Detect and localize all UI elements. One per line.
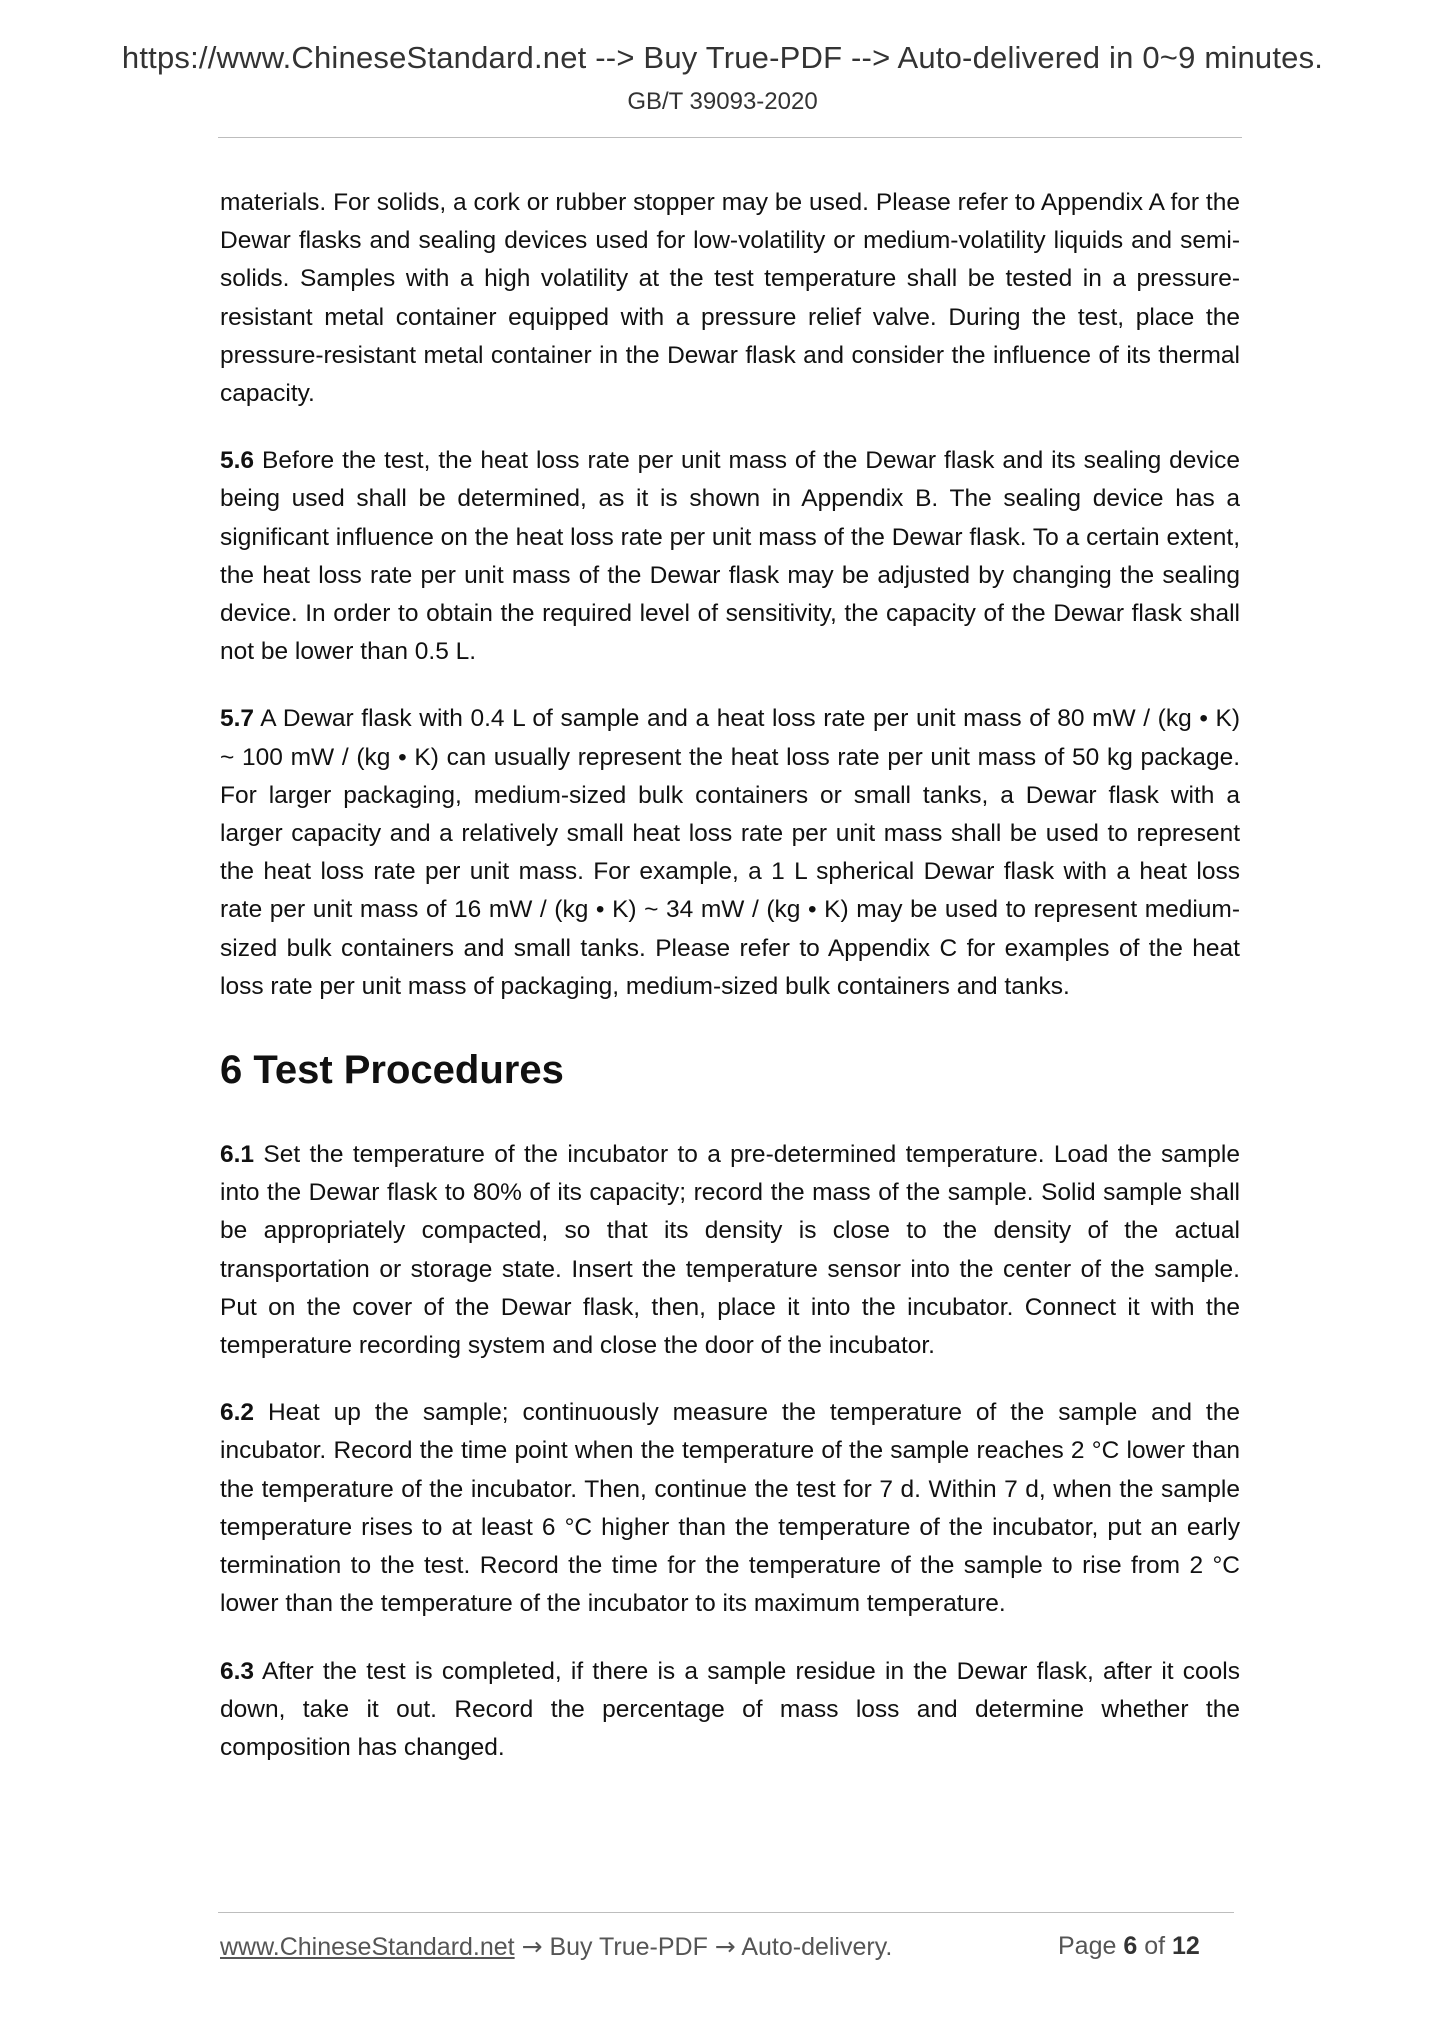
arrow-right-icon: →	[521, 1932, 543, 1961]
section-heading: 6 Test Procedures	[220, 1048, 564, 1093]
clause-6-3	[220, 1653, 1240, 1768]
arrow-right-icon: →	[714, 1932, 736, 1961]
footer-divider	[218, 1912, 1234, 1913]
clause-text: Set the temperature of the incubator to a pre-determined temperature. Load the sample into the Dewar flask to 80% of its capacity; record the mass of the sample. Solid sample shall be appropriately compacted, so that its density is close to the density of the actual transportation or storage state. Insert the temperature sensor into the center of the sample. Put on the cover of the Dewar flask, then, place it into the incubator. Connect it with the temperature recording system and close the door of the incubator.	[220, 1141, 1240, 1360]
footer-delivery-text: Auto-delivery.	[735, 1933, 893, 1961]
clause-number: 5.6	[220, 447, 255, 475]
site-link[interactable]: www.ChineseStandard.net	[220, 1933, 515, 1961]
clause-text: Heat up the sample; continuously measure the temperature of the sample and the incubator. Record the time point when the temperature of the sample reaches 2 °C lower than the temperature of the incubator. Then, continue the test for 7 d. Within 7 d, when the sample temperature rises to at least 6 °C higher than the temperature of the incubator, put an early termination to the test. Record the time for the temperature of the sample to rise from 2 °C lower than the temperature of the incubator to its maximum temperature.	[220, 1399, 1240, 1618]
document-code: GB/T 39093-2020	[627, 88, 818, 115]
clause-number: 6.1	[220, 1141, 255, 1169]
clause-text: Before the test, the heat loss rate per unit mass of the Dewar flask and its sealing device being used shall be determined, as it is shown in Appendix B. The sealing device has a significant influence on the heat loss rate per unit mass of the Dewar flask. To a certain extent, the heat loss rate per unit mass of the Dewar flask may be adjusted by changing the sealing device. In order to obtain the required level of sensitivity, the capacity of the Dewar flask shall not be lower than 0.5 L.	[220, 447, 1240, 666]
clause-text: After the test is completed, if there is a sample residue in the Dewar flask, after it cools down, take it out. Record the percentage of mass loss and determine whether the composition has changed.	[220, 1657, 1240, 1761]
top-banner: https://www.ChineseStandard.net --> Buy True-PDF --> Auto-delivered in 0~9 minutes.	[121, 40, 1324, 75]
clause-6-2	[220, 1394, 1240, 1623]
page-total: 12	[1172, 1932, 1200, 1960]
of-label: of	[1137, 1932, 1172, 1960]
clause-number: 5.7	[220, 705, 255, 733]
clause-5-6	[220, 442, 1240, 671]
page-content	[220, 184, 1240, 1796]
page-number: 6	[1123, 1932, 1138, 1960]
clause-5-7	[220, 700, 1240, 1006]
page-indicator	[1058, 1932, 1200, 1961]
page-label: Page	[1058, 1932, 1124, 1960]
clause-number: 6.2	[220, 1399, 255, 1427]
clause-text: A Dewar flask with 0.4 L of sample and a heat loss rate per unit mass of 80 mW / (kg • K) ~ 100 mW / (kg • K) can usually represent the heat loss rate per unit mass of 50 kg package. For larger packaging, medium-sized bulk containers or small tanks, a Dewar flask with a larger capacity and a relatively small heat loss rate per unit mass shall be used to represent the heat loss rate per unit mass. For example, a 1 L spherical Dewar flask with a heat loss rate per unit mass of 16 mW / (kg • K) ~ 34 mW / (kg • K) may be used to represent medium-sized bulk containers and small tanks. Please refer to Appendix C for examples of the heat loss rate per unit mass of packaging, medium-sized bulk containers and tanks.	[220, 705, 1240, 1000]
footer-left	[220, 1932, 892, 1962]
footer-buy-text: Buy True-PDF	[542, 1933, 715, 1961]
continued-paragraph: materials. For solids, a cork or rubber stopper may be used. Please refer to Appendix A for the Dewar flasks and sealing devices used for low-volatility or medium-volatility liquids and semi-solids. Samples with a high volatility at the test temperature shall be tested in a pressure-resistant metal container equipped with a pressure relief valve. During the test, place the pressure-resistant metal container in the Dewar flask and consider the influence of its thermal capacity.	[220, 189, 1240, 408]
header-divider	[218, 137, 1242, 138]
clause-6-1	[220, 1136, 1240, 1365]
clause-number: 6.3	[220, 1657, 255, 1685]
